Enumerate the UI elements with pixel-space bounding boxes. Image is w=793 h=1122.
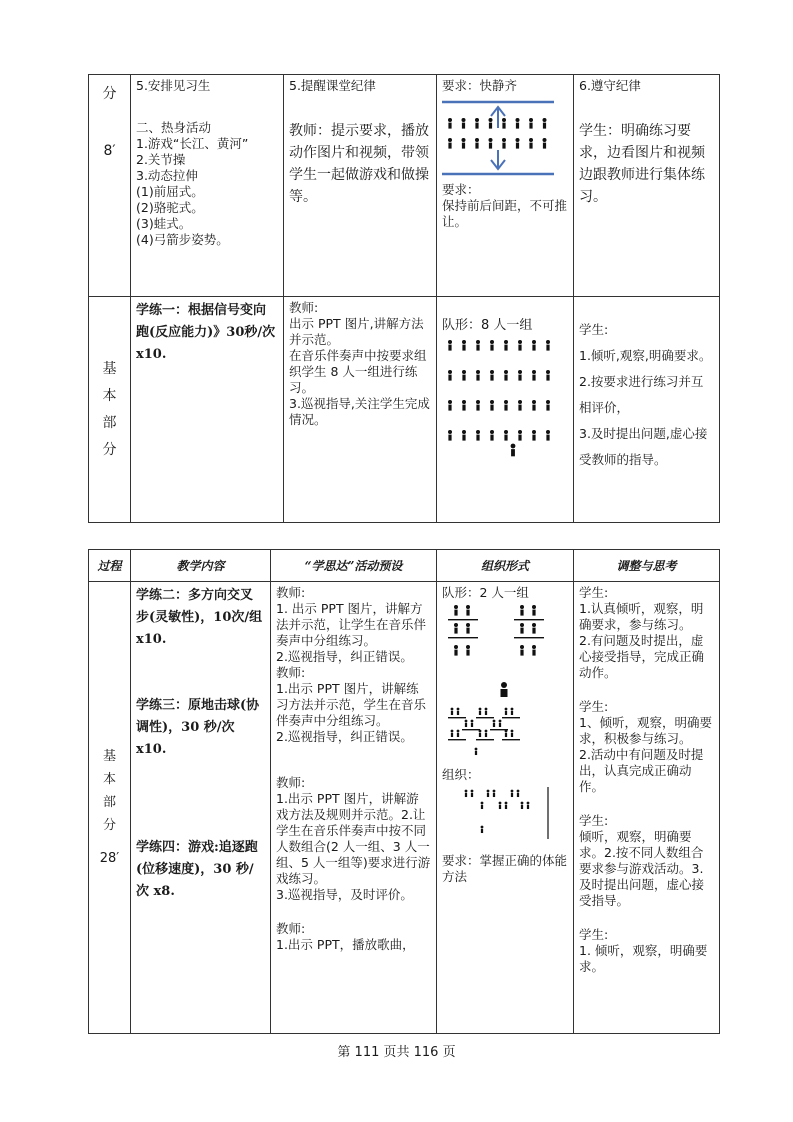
- person-icon: [502, 138, 506, 149]
- person-icon: [448, 138, 452, 149]
- teacher-text: 教师：提示要求，播放动作图片和视频，带领学生一起做游戏和做操等。: [289, 123, 429, 205]
- person-icon: [546, 340, 550, 351]
- person-icon: [451, 730, 454, 737]
- person-icon: [448, 118, 452, 129]
- student-line: 3.及时提出问题,虚心接受教师的指导。: [579, 426, 708, 467]
- student-cell: [574, 297, 720, 523]
- person-icon: [454, 605, 458, 616]
- student-line: 1. 倾听，观察，明确要求。: [579, 943, 708, 974]
- person-icon: [475, 118, 479, 129]
- person-icon: [465, 720, 468, 727]
- person-icon: [479, 708, 482, 715]
- person-icon: [481, 802, 484, 809]
- person-icon: [543, 138, 547, 149]
- stage-char: 分: [102, 818, 116, 833]
- person-icon: [465, 790, 468, 797]
- ground-line: [476, 717, 494, 718]
- teacher-figure-icon: [501, 682, 508, 697]
- org-cell: [437, 75, 574, 297]
- person-icon: [518, 370, 522, 381]
- student-line: 倾听，观察，明确要求。2.按不同人数组合要求参与游戏活动。3.及时提出问题，虚心接受指导。: [579, 829, 705, 908]
- person-icon: [490, 430, 494, 441]
- person-icon: [493, 720, 496, 727]
- person-icon: [527, 802, 530, 809]
- org-formation: 队形：2 人一组: [442, 585, 529, 600]
- student-line: 2.活动中有问题及时提出，认真完成正确动作。: [579, 747, 704, 794]
- content-cell: [131, 297, 284, 523]
- person-icon: [511, 790, 514, 797]
- stage-char: 分: [102, 441, 117, 458]
- person-icon: [518, 400, 522, 411]
- content-line: (2)骆驼式。: [136, 200, 204, 215]
- content-line: 1.游戏“长江、黄河”: [136, 136, 249, 151]
- person-icon: [462, 370, 466, 381]
- teacher-line: 在音乐伴奏声中按要求组织学生 8 人一组进行练习。: [289, 348, 427, 395]
- teacher-line: 1.出示 PPT，播放歌曲，: [276, 937, 415, 952]
- stage-char: 基: [102, 749, 116, 764]
- student-text: 学生：明确练习要求，边看图片和视频边跟教师进行集体练习。: [579, 123, 705, 205]
- header-content: 教学内容: [131, 550, 271, 582]
- person-icon: [499, 802, 502, 809]
- student-label: 学生:: [579, 322, 609, 337]
- org-req-label: 要求：: [442, 182, 480, 197]
- org-cell: [437, 297, 574, 523]
- ground-line: [502, 717, 520, 718]
- person-icon: [529, 118, 533, 129]
- student-label: 学生:: [579, 813, 609, 828]
- person-icon: [532, 623, 536, 634]
- person-icon: [529, 138, 533, 149]
- person-icon: [475, 138, 479, 149]
- lesson-table-top: [88, 74, 720, 523]
- student-label: 学生:: [579, 927, 609, 942]
- ground-line: [514, 637, 544, 638]
- content-cell: [131, 75, 284, 297]
- teacher-label: 教师:: [289, 300, 319, 315]
- person-icon: [505, 708, 508, 715]
- stage-char: 本: [102, 772, 116, 787]
- org-cell: [437, 582, 574, 1034]
- ground-line: [448, 637, 478, 638]
- stage-cell: [89, 75, 131, 297]
- content-line: 2.关节操: [136, 152, 186, 167]
- teacher-cell: [284, 297, 437, 523]
- person-icon: [516, 138, 520, 149]
- person-icon: [476, 400, 480, 411]
- content-line: (4)弓箭步姿势。: [136, 232, 229, 247]
- person-icon: [489, 138, 493, 149]
- content-line: (3)蛙式。: [136, 216, 192, 231]
- person-icon: [505, 802, 508, 809]
- person-icon: [448, 340, 452, 351]
- exercise-title: 学练三：原地击球(协调性)，30 秒/次 x10.: [136, 698, 260, 757]
- person-icon: [504, 430, 508, 441]
- person-icon: [511, 444, 516, 457]
- person-icon: [476, 430, 480, 441]
- person-icon: [471, 790, 474, 797]
- time-label: 28′: [99, 851, 120, 866]
- student-line: 1.认真倾听，观察，明确要求，参与练习。: [579, 601, 704, 632]
- person-icon: [532, 340, 536, 351]
- exercise-title: 学练二：多方向交叉步(灵敏性)，10次/组 x10.: [136, 588, 263, 647]
- person-icon: [520, 623, 524, 634]
- person-icon: [520, 605, 524, 616]
- arrow-icon: [491, 150, 505, 169]
- ground-line: [448, 619, 478, 620]
- student-label: 学生:: [579, 585, 609, 600]
- person-icon: [457, 730, 460, 737]
- student-cell: [574, 582, 720, 1034]
- teacher-line: 3.巡视指导，及时评价。: [276, 887, 413, 902]
- stage-char: 分: [102, 85, 117, 102]
- student-cell: [574, 75, 720, 297]
- person-icon: [451, 708, 454, 715]
- stage-char: 本: [102, 387, 117, 404]
- header-activity: “学思达”活动预设: [271, 550, 437, 582]
- student-line: 1、倾听，观察，明确要求，积极参与练习。: [579, 715, 712, 746]
- ground-line: [462, 729, 480, 730]
- teacher-line: 1.出示 PPT 图片，讲解游戏方法及规则并示范。2.让学生在音乐伴奏声中按不同人数组合(2 人一组、3 人一组、5 人一组等)要求进行游戏练习。: [276, 791, 431, 886]
- student-line: 2.按要求进行练习并互相评价，: [579, 374, 704, 415]
- person-icon: [485, 730, 488, 737]
- person-icon: [518, 430, 522, 441]
- person-icon: [476, 340, 480, 351]
- person-icon: [462, 430, 466, 441]
- formation-diagram-8: [442, 334, 568, 464]
- person-icon: [504, 340, 508, 351]
- formation-diagram: [442, 94, 568, 182]
- teacher-label: 教师:: [276, 775, 306, 790]
- person-icon: [511, 730, 514, 737]
- person-icon: [454, 623, 458, 634]
- org-label: 组织：: [442, 767, 480, 782]
- person-icon: [448, 400, 452, 411]
- person-icon: [546, 370, 550, 381]
- page-footer: 第 111 页共 116 页: [337, 1045, 456, 1060]
- org-requirement: 要求：快静齐: [442, 78, 518, 93]
- content-line: 5.安排见习生: [136, 78, 211, 93]
- person-icon: [493, 790, 496, 797]
- person-icon: [489, 118, 493, 129]
- stage-cell: [89, 582, 131, 1034]
- person-icon: [487, 790, 490, 797]
- person-icon: [485, 708, 488, 715]
- person-icon: [521, 802, 524, 809]
- teacher-cell: [271, 582, 437, 1034]
- person-icon: [502, 118, 506, 129]
- person-icon: [490, 400, 494, 411]
- formation-diagram-chase: [442, 783, 568, 845]
- stage-cell: [89, 297, 131, 523]
- person-icon: [490, 370, 494, 381]
- person-icon: [479, 730, 482, 737]
- person-icon: [466, 645, 470, 656]
- content-line: (1)前屈式。: [136, 184, 204, 199]
- person-icon: [476, 370, 480, 381]
- person-icon: [520, 645, 524, 656]
- person-icon: [475, 748, 478, 755]
- person-icon: [532, 430, 536, 441]
- stage-char: 基: [102, 360, 117, 377]
- ground-line: [502, 739, 520, 740]
- content-cell: [131, 582, 271, 1034]
- stage-char: 部: [102, 414, 117, 431]
- ground-line: [448, 739, 466, 740]
- person-icon: [462, 400, 466, 411]
- ground-line: [476, 739, 494, 740]
- person-icon: [532, 370, 536, 381]
- person-icon: [448, 370, 452, 381]
- teacher-label: 教师:: [276, 921, 306, 936]
- person-icon: [516, 118, 520, 129]
- teacher-line: 出示 PPT 图片,讲解方法并示范。: [289, 316, 424, 347]
- stage-char: 部: [102, 795, 116, 810]
- person-icon: [517, 790, 520, 797]
- student-label: 学生:: [579, 699, 609, 714]
- content-line: 二、热身活动: [136, 120, 212, 135]
- exercise-title: 学练一：根据信号变向跑(反应能力)》30秒/次 x10.: [136, 303, 276, 362]
- person-icon: [462, 340, 466, 351]
- teacher-line: 2.巡视指导，纠正错误。: [276, 729, 413, 744]
- person-icon: [462, 138, 466, 149]
- lesson-table-bottom: [88, 549, 720, 1034]
- teacher-label: 教师:: [276, 665, 306, 680]
- person-icon: [543, 118, 547, 129]
- header-organization: 组织形式: [437, 550, 574, 582]
- person-icon: [481, 826, 484, 833]
- time-label: 8′: [103, 142, 116, 159]
- teacher-line: 2.巡视指导，纠正错误。: [276, 649, 413, 664]
- person-icon: [518, 340, 522, 351]
- ground-line: [514, 619, 544, 620]
- header-reflection: 调整与思考: [574, 550, 720, 582]
- teacher-label: 教师:: [276, 585, 306, 600]
- person-icon: [454, 645, 458, 656]
- person-icon: [448, 430, 452, 441]
- person-icon: [499, 720, 502, 727]
- header-process: 过程: [89, 550, 131, 582]
- person-icon: [532, 645, 536, 656]
- person-icon: [546, 430, 550, 441]
- teacher-cell: [284, 75, 437, 297]
- teacher-line: 3.巡视指导,关注学生完成情况。: [289, 396, 430, 427]
- person-icon: [532, 400, 536, 411]
- teacher-line: 1.出示 PPT 图片，讲解练习方法并示范，学生在音乐伴奏声中分组练习。: [276, 681, 427, 728]
- org-req-text: 保持前后间距，不可推让。: [442, 198, 568, 229]
- person-icon: [532, 605, 536, 616]
- student-line: 6.遵守纪律: [579, 78, 641, 93]
- person-icon: [466, 605, 470, 616]
- person-icon: [504, 370, 508, 381]
- formation-diagram-cross: [442, 701, 568, 759]
- org-requirement: 要求：掌握正确的体能方法: [442, 853, 568, 884]
- exercise-title: 学练四：游戏:追逐跑(位移速度)，30 秒/次 x8.: [136, 840, 258, 899]
- person-icon: [546, 400, 550, 411]
- person-icon: [490, 340, 494, 351]
- content-line: 3.动态拉伸: [136, 168, 198, 183]
- org-formation: 队形：8 人一组: [442, 318, 533, 333]
- person-icon: [505, 730, 508, 737]
- ground-line: [448, 717, 466, 718]
- person-icon: [466, 623, 470, 634]
- formation-diagram-pairs: [442, 601, 568, 701]
- person-icon: [471, 720, 474, 727]
- person-icon: [511, 708, 514, 715]
- teacher-line: 5.提醒课堂纪律: [289, 78, 376, 93]
- person-icon: [462, 118, 466, 129]
- person-icon: [457, 708, 460, 715]
- person-icon: [504, 400, 508, 411]
- student-line: 1.倾听,观察,明确要求。: [579, 348, 712, 363]
- teacher-line: 1. 出示 PPT 图片，讲解方法并示范，让学生在音乐伴奏声中分组练习。: [276, 601, 427, 648]
- student-line: 2.有问题及时提出，虚心接受指导，完成正确动作。: [579, 633, 705, 680]
